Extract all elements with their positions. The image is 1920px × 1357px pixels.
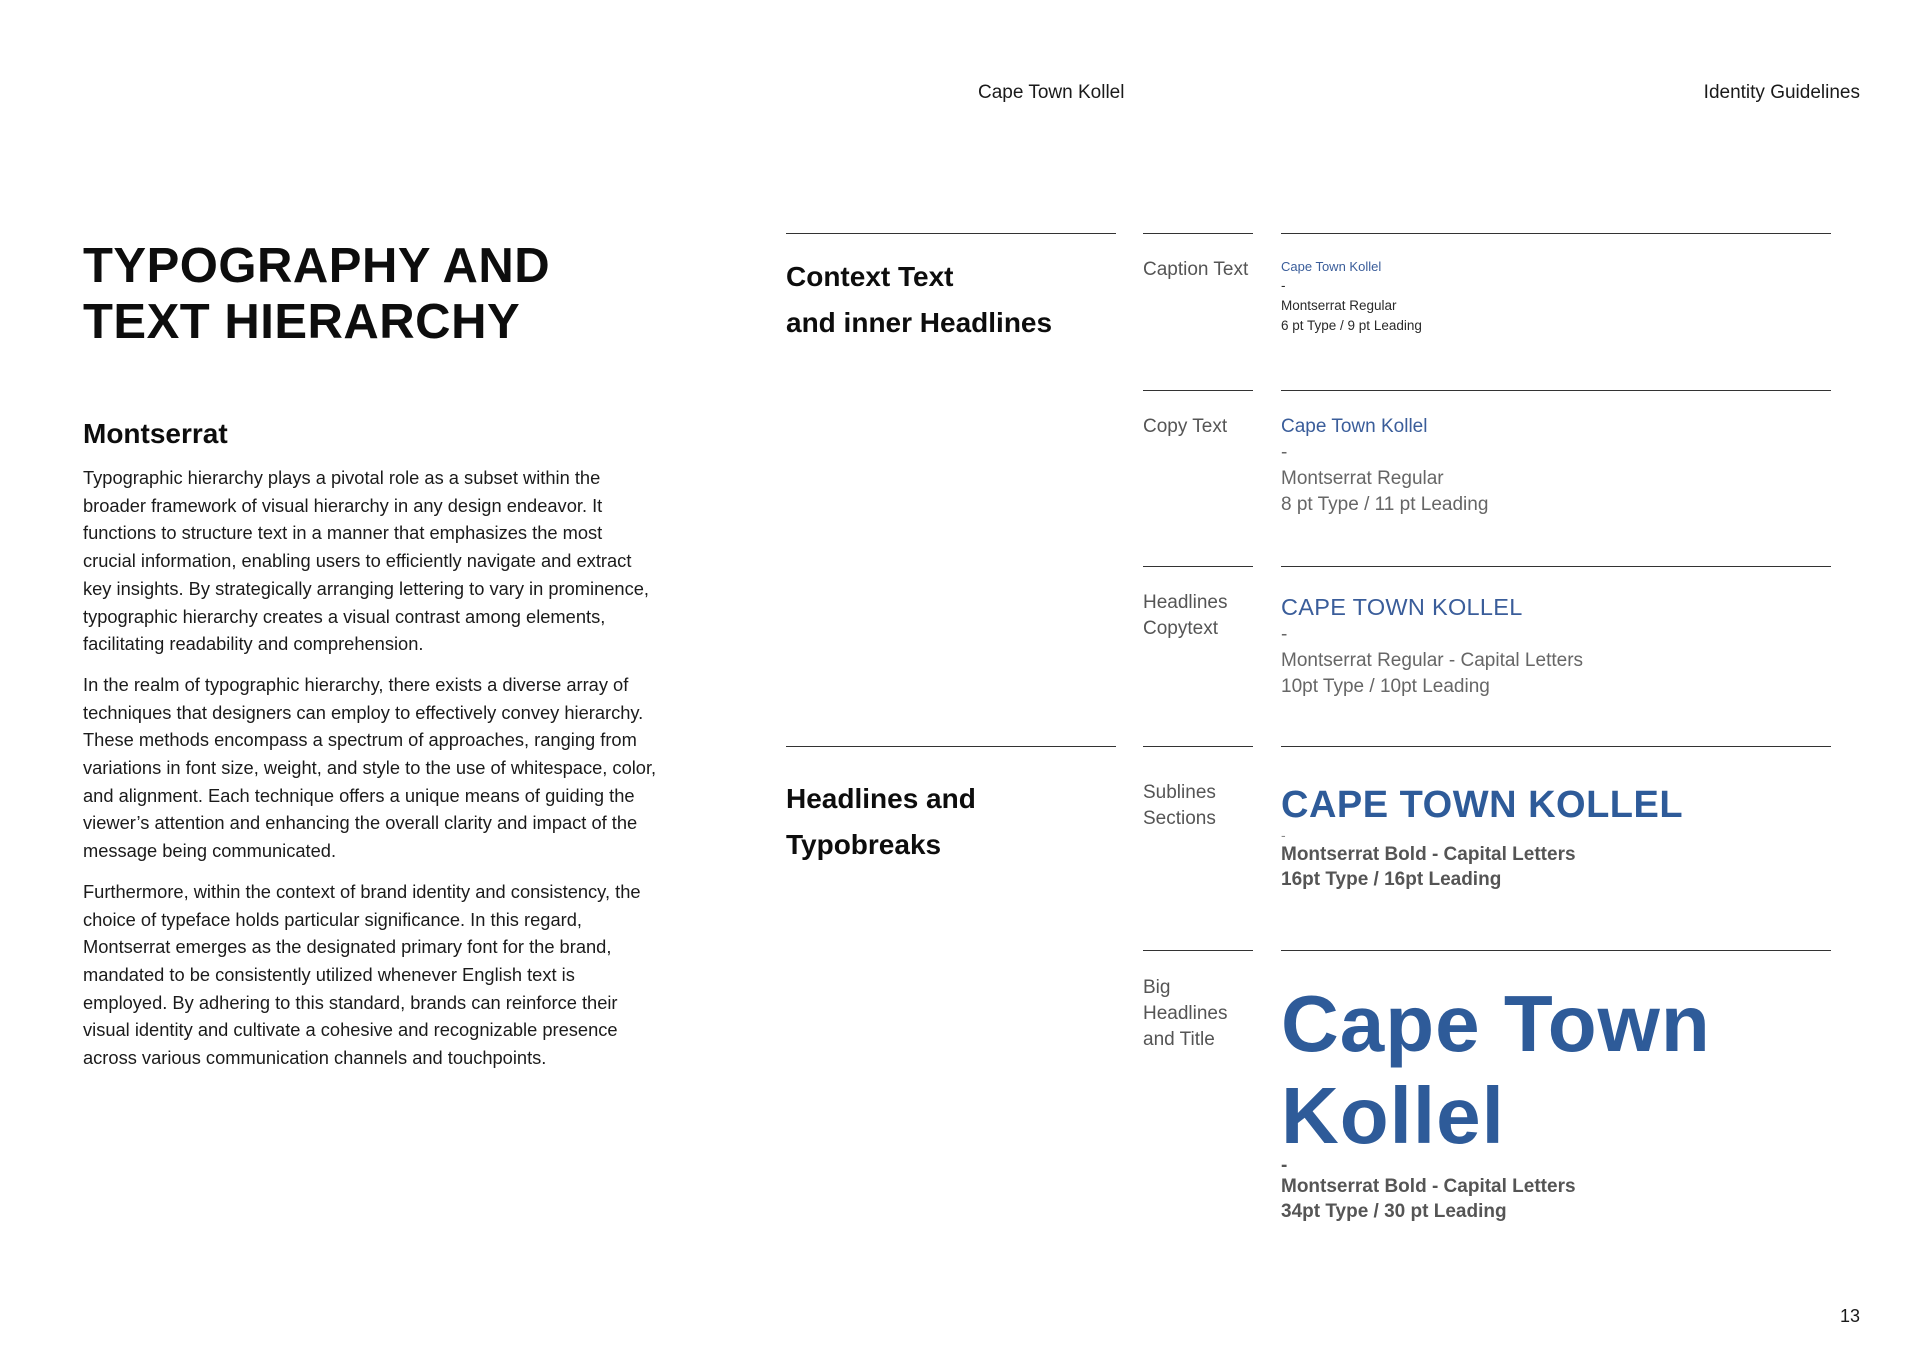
sublines-size: 16pt Type / 16pt Leading (1281, 869, 1502, 890)
divider-big-spec (1281, 950, 1831, 951)
spec-label-headlines-copytext (1143, 590, 1273, 642)
spec-label-big-line-3: and Title (1143, 1029, 1215, 1050)
header-document-title: Identity Guidelines (1703, 82, 1860, 103)
big-headline-size: 34pt Type / 30 pt Leading (1281, 1201, 1507, 1222)
big-headline-dash: - (1281, 1155, 1288, 1176)
big-headline-font: Montserrat Bold - Capital Letters (1281, 1176, 1576, 1197)
divider-caption-spec (1281, 233, 1831, 234)
spec-label-big-line-2: Headlines (1143, 1003, 1228, 1024)
divider-copy-label (1143, 390, 1253, 391)
spec-copy (1281, 414, 1841, 518)
section-heading-context (786, 254, 1116, 346)
header-brand: Cape Town Kollel (978, 82, 1125, 103)
copy-size: 8 pt Type / 11 pt Leading (1281, 494, 1489, 515)
spec-label-caption (1143, 257, 1273, 283)
body-paragraph-2: In the realm of typographic hierarchy, there exists a diverse array of techniques that designers can employ to effectively convey hierarchy. These methods encompass a spectrum of approaches, ranging from variations in font size, weight, and style to the use of whitespace, color, and alignment. Each technique offers a unique means of guiding the viewer’s attention and enhancing the overall clarity and impact of the message being communicated. (83, 673, 657, 862)
section-heading-context-line-2: and inner Headlines (786, 307, 1053, 338)
divider-big-label (1143, 950, 1253, 951)
page-number: 13 (1839, 1306, 1860, 1326)
caption-font: Montserrat Regular (1281, 298, 1397, 313)
big-headline-sample-line-1: Cape Town (1281, 979, 1711, 1068)
headlines-copytext-sample: CAPE TOWN KOLLEL (1281, 594, 1523, 620)
page-title-line-1: TYPOGRAPHY AND (83, 239, 551, 293)
copy-dash: - (1281, 442, 1288, 463)
divider-headlines-spec (1281, 566, 1831, 567)
caption-dash: - (1281, 278, 1286, 293)
caption-sample: Cape Town Kollel (1281, 259, 1382, 274)
headlines-copytext-size: 10pt Type / 10pt Leading (1281, 676, 1490, 697)
spec-label-sublines-line-1: Sublines (1143, 782, 1216, 803)
font-name-heading: Montserrat (83, 418, 228, 449)
copy-sample: Cape Town Kollel (1281, 416, 1428, 437)
spec-label-headlines-line-1: Headlines (1143, 592, 1228, 613)
spec-headlines-copytext (1281, 592, 1841, 700)
divider-headlines-section (786, 746, 1116, 747)
divider-sublines-label (1143, 746, 1253, 747)
divider-context-section (786, 233, 1116, 234)
divider-caption-label (1143, 233, 1253, 234)
headlines-copytext-dash: - (1281, 624, 1288, 645)
headlines-copytext-font: Montserrat Regular - Capital Letters (1281, 650, 1584, 671)
body-paragraph-3: Furthermore, within the context of brand identity and consistency, the choice of typeface holds particular significance. In this regard, Montserrat emerges as the designated primary font for the brand, mandated to be consistently utilized whenever English text is employed. By adhering to this standard, brands can reinforce their visual identity and cultivate a cohesive and recognizable presence across various communication channels and touchpoints. (83, 880, 641, 1069)
divider-headlines-label (1143, 566, 1253, 567)
sublines-font: Montserrat Bold - Capital Letters (1281, 844, 1576, 865)
spec-caption (1281, 258, 1841, 336)
section-heading-headlines (786, 776, 1116, 868)
body-text (83, 464, 658, 1085)
spec-label-copy (1143, 414, 1273, 440)
spec-sublines (1281, 782, 1841, 892)
section-heading-headlines-line-1: Headlines and (786, 783, 976, 814)
spec-label-sublines (1143, 780, 1273, 832)
spec-label-headlines-line-2: Copytext (1143, 618, 1218, 639)
copy-font: Montserrat Regular (1281, 468, 1444, 489)
big-headline-sample-line-2: Kollel (1281, 1071, 1505, 1160)
divider-sublines-spec (1281, 746, 1831, 747)
spec-label-sublines-line-2: Sections (1143, 808, 1216, 829)
caption-size: 6 pt Type / 9 pt Leading (1281, 318, 1422, 333)
sublines-dash: - (1281, 827, 1286, 843)
section-heading-headlines-line-2: Typobreaks (786, 829, 942, 860)
body-paragraph-1: Typographic hierarchy plays a pivotal role as a subset within the broader framework of visual hierarchy in any design endeavor. It functions to structure text in a manner that emphasizes the most crucial information, enabling users to efficiently navigate and extract key insights. By strategically arranging lettering to vary in prominence, typographic hierarchy creates a visual contrast among elements, facilitating readability and comprehension. (83, 467, 649, 655)
section-heading-context-line-1: Context Text (786, 261, 954, 292)
spec-label-caption-text: Caption Text (1143, 259, 1249, 280)
page-title (83, 238, 703, 350)
spec-label-copy-text: Copy Text (1143, 416, 1228, 437)
sublines-sample: CAPE TOWN KOLLEL (1281, 784, 1684, 826)
page-title-line-2: TEXT HIERARCHY (83, 295, 521, 349)
spec-big-headlines (1281, 978, 1841, 1224)
spec-label-big-headlines (1143, 975, 1273, 1053)
spec-label-big-line-1: Big (1143, 977, 1171, 998)
divider-copy-spec (1281, 390, 1831, 391)
